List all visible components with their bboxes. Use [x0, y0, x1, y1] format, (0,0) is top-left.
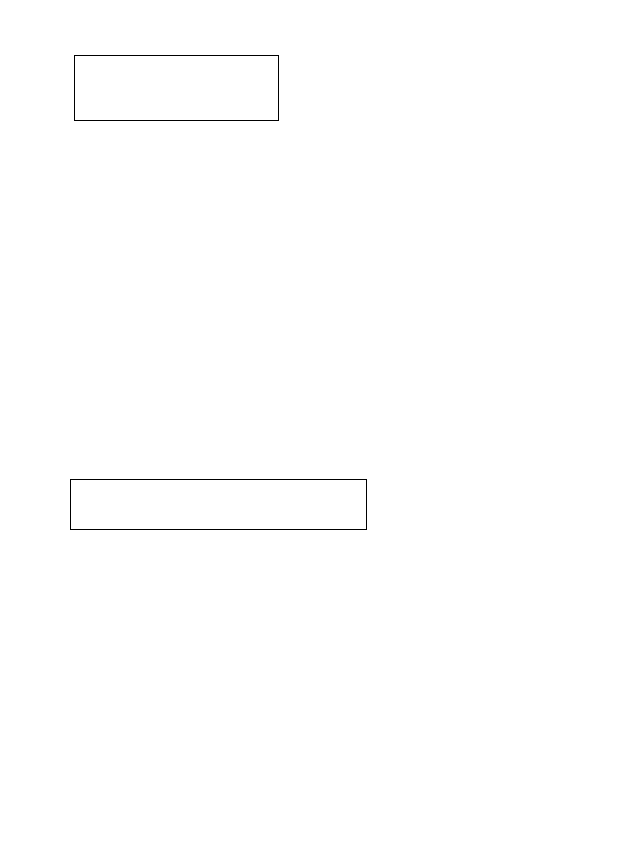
legend-item-climatologia-chuva-diaria: [80, 504, 366, 522]
legend-item-anomalias-positivas: [85, 63, 278, 80]
legend-item-anomalias-negativas: [85, 80, 278, 97]
bottom-legend: [70, 479, 367, 530]
bottom-y-axis-title: [16, 466, 33, 786]
legend-item-climatologia-acumulada: [85, 97, 278, 114]
legend-item-chuva-diaria-observada: [80, 486, 366, 504]
top-legend: [74, 55, 279, 121]
top-y-axis-title: [16, 45, 33, 365]
